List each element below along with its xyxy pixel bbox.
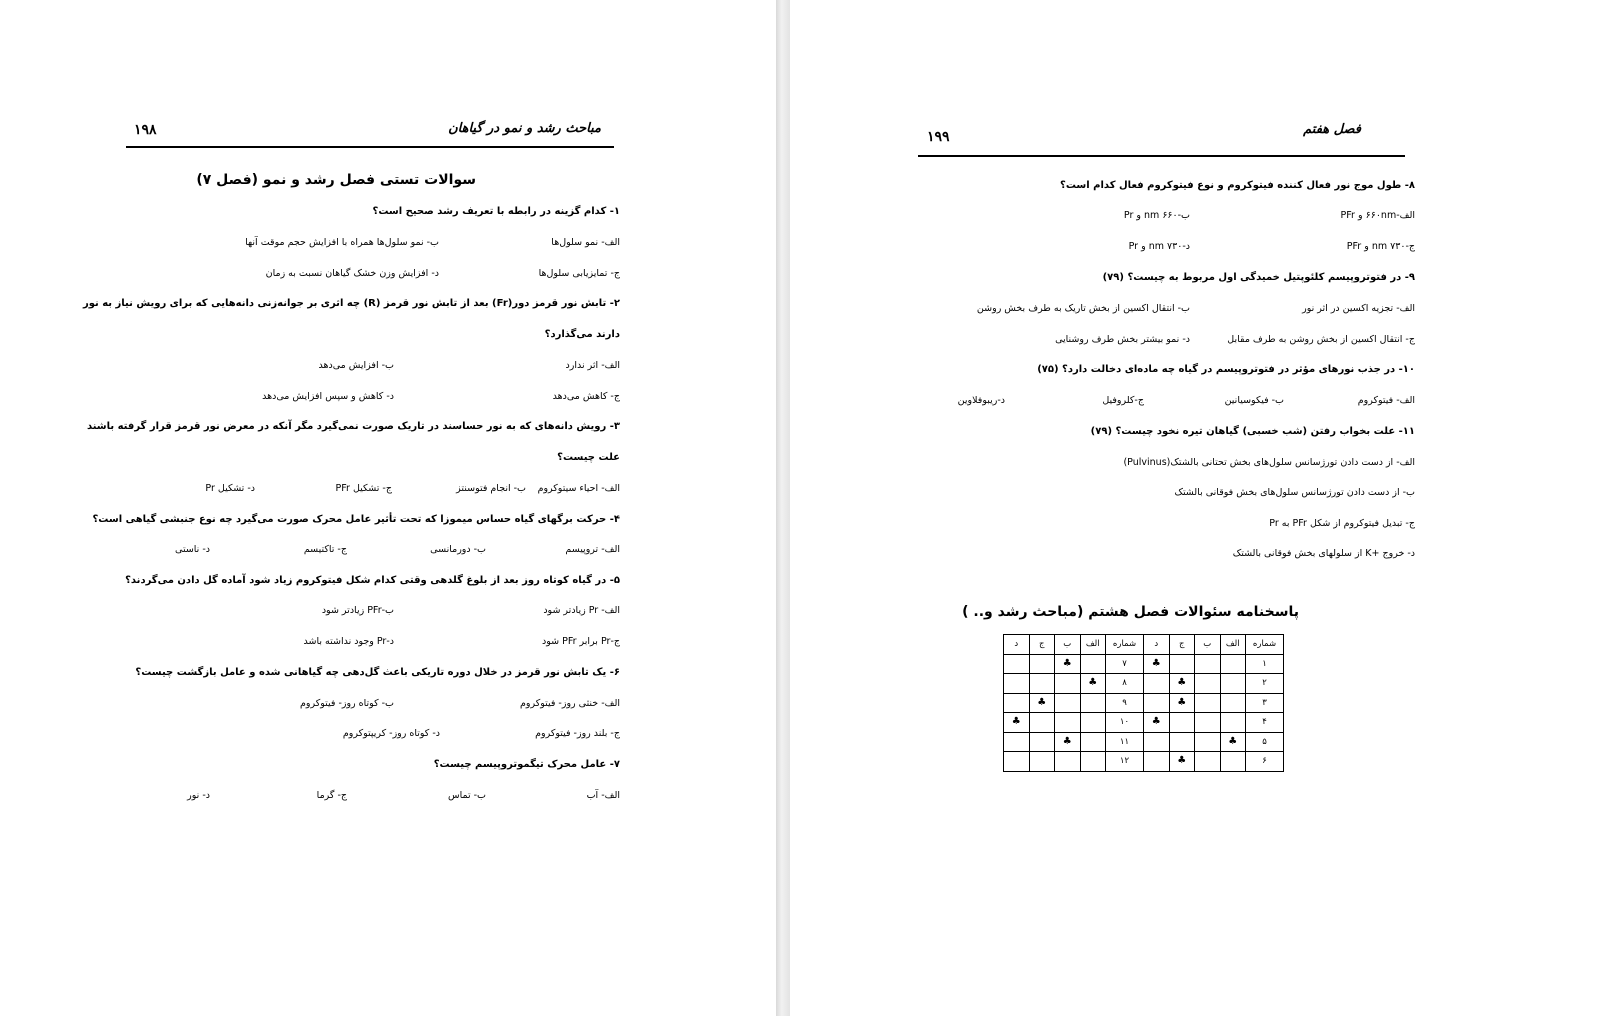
question-9: ۹- در فتوتروپیسم کلئوپتیل خمیدگی اول مربوط به چیست؟ (۷۹) <box>1102 272 1415 283</box>
club-mark-icon: ♣ <box>1177 755 1187 767</box>
header-cell: الف <box>1220 635 1246 655</box>
club-mark-icon: ♣ <box>1151 716 1161 728</box>
club-mark-icon: ♣ <box>1011 716 1021 728</box>
option-8d: د-۷۳۰ nm و Pr <box>1128 241 1190 252</box>
option-4b: ب- دورمانسی <box>430 544 486 555</box>
question-number-cell: ۷ <box>1106 654 1144 674</box>
answer-cell <box>1004 752 1030 772</box>
answer-key-row <box>1004 674 1284 694</box>
answer-cell <box>1004 713 1030 733</box>
answer-key-row <box>1004 654 1284 674</box>
question-2-line2: دارند می‌گذارد؟ <box>544 329 620 340</box>
option-11a: الف- از دست دادن تورژسانس سلول‌های بخش تحتانی بالشتک(Pulvinus) <box>1123 457 1415 468</box>
question-number-cell: ۲ <box>1246 674 1284 694</box>
answer-key-row <box>1004 752 1284 772</box>
question-8: ۸- طول موج نور فعال کننده فیتوکروم و نوع فیتوکروم فعال کدام است؟ <box>1060 180 1415 191</box>
option-11b: ب- از دست دادن تورژسانس سلول‌های بخش فوقانی بالشتک <box>1174 487 1415 498</box>
answer-cell <box>1195 713 1221 733</box>
answer-cell <box>1169 693 1195 713</box>
option-10c: ج-کلروفیل <box>1102 395 1144 406</box>
option-6a: الف- خنثی روز- فیتوکروم <box>520 698 620 709</box>
answer-cell <box>1195 732 1221 752</box>
option-9d: د- نمو بیشتر بخش طرف روشنایی <box>1055 334 1190 345</box>
question-7: ۷- عامل محرک تیگموتروپیسم چیست؟ <box>433 759 620 770</box>
option-5c: ج-Pr برابر PFr شود <box>541 636 620 647</box>
question-number-cell: ۱۲ <box>1106 752 1144 772</box>
option-1a: الف- نمو سلول‌ها <box>551 237 620 248</box>
question-number-cell: ۳ <box>1246 693 1284 713</box>
question-1: ۱- کدام گزینه در رابطه با تعریف رشد صحیح است؟ <box>372 206 620 217</box>
option-8a: الف-۶۶۰nm و PFr <box>1340 210 1415 221</box>
answer-cell <box>1220 732 1246 752</box>
question-6: ۶- یک تابش نور قرمز در خلال دوره تاریکی باعث گل‌دهی چه گیاهانی شده و عامل بازگشت چیست؟ <box>135 667 620 678</box>
answer-cell <box>1195 654 1221 674</box>
club-mark-icon: ♣ <box>1062 735 1072 747</box>
option-9b: ب- انتقال اکسین از بخش تاریک به طرف بخش روشن <box>976 303 1190 314</box>
option-10a: الف- فیتوکروم <box>1357 395 1415 406</box>
answer-cell <box>1055 674 1081 694</box>
header-cell: د <box>1144 635 1170 655</box>
option-7d: د- نور <box>187 790 210 801</box>
page-header-title: مباحث رشد و نمو در گیاهان <box>448 121 601 136</box>
option-5b: ب-PFr زیادتر شود <box>321 605 394 616</box>
club-mark-icon: ♣ <box>1177 696 1187 708</box>
question-number-cell: ۶ <box>1246 752 1284 772</box>
answer-cell <box>1055 693 1081 713</box>
option-11c: ج- تبدیل فیتوکروم از شکل PFr به Pr <box>1269 518 1415 529</box>
answer-key-table <box>1003 634 1284 772</box>
answer-cell <box>1055 732 1081 752</box>
answer-cell <box>1144 674 1170 694</box>
club-mark-icon: ♣ <box>1177 677 1187 689</box>
question-3-line2: علت چیست؟ <box>557 452 620 463</box>
answer-cell <box>1029 713 1055 733</box>
header-cell: د <box>1004 635 1030 655</box>
club-mark-icon: ♣ <box>1037 696 1047 708</box>
header-cell: ب <box>1055 635 1081 655</box>
option-2b: ب- افزایش می‌دهد <box>318 360 394 371</box>
answer-key-title: پاسخنامه سئوالات فصل هشتم (مباحث رشد و.. ) <box>962 604 1299 620</box>
question-number-cell: ۸ <box>1106 674 1144 694</box>
answer-cell <box>1220 654 1246 674</box>
answer-cell <box>1220 693 1246 713</box>
header-cell: ج <box>1029 635 1055 655</box>
option-3c: ج- تشکیل PFr <box>335 483 392 494</box>
question-4: ۴- حرکت برگهای گیاه حساس میموزا که تحت تأثیر عامل محرک صورت می‌گیرد چه نوع جنبشی گیاهی است؟ <box>92 514 620 525</box>
answer-cell <box>1169 732 1195 752</box>
option-1c: ج- تمایزیابی سلول‌ها <box>538 268 620 279</box>
answer-cell <box>1029 654 1055 674</box>
answer-cell <box>1004 674 1030 694</box>
club-mark-icon: ♣ <box>1088 677 1098 689</box>
header-cell: شماره <box>1246 635 1284 655</box>
question-number-cell: ۱ <box>1246 654 1284 674</box>
answer-cell <box>1220 713 1246 733</box>
question-11: ۱۱- علت بخواب رفتن (شب خسبی) گیاهان تیره نخود چیست؟ (۷۹) <box>1090 426 1415 437</box>
option-5a: الف- Pr زیادتر شود <box>543 605 620 616</box>
answer-cell <box>1080 713 1106 733</box>
answer-cell <box>1029 732 1055 752</box>
answer-cell <box>1080 693 1106 713</box>
answer-cell <box>1055 713 1081 733</box>
club-mark-icon: ♣ <box>1151 657 1161 669</box>
option-9c: ج- انتقال اکسین از بخش روشن به طرف مقابل <box>1227 334 1415 345</box>
header-cell: ب <box>1195 635 1221 655</box>
question-5: ۵- در گیاه کوتاه روز بعد از بلوغ گلدهی وقتی کدام شکل فیتوکروم زیاد شود آماده گل دادن می‌گردند؟ <box>125 575 620 586</box>
option-11d: د- خروج +K از سلولهای بخش فوقانی بالشتک <box>1232 548 1415 559</box>
question-number-cell: ۱۱ <box>1106 732 1144 752</box>
option-7a: الف- آب <box>586 790 620 801</box>
question-3: ۳- رویش دانه‌های که به نور حساسند در تاریک صورت نمی‌گیرد مگر آنکه در معرض نور قرمز قرار گرفته باشند <box>86 421 620 432</box>
page-number: ۱۹۹ <box>927 129 950 145</box>
answer-cell <box>1080 752 1106 772</box>
answer-cell <box>1144 654 1170 674</box>
answer-cell <box>1220 752 1246 772</box>
answer-cell <box>1080 732 1106 752</box>
answer-cell <box>1004 732 1030 752</box>
header-cell: ج <box>1169 635 1195 655</box>
option-6b: ب- کوتاه روز- فیتوکروم <box>300 698 394 709</box>
answer-cell <box>1169 654 1195 674</box>
option-7b: ب- تماس <box>447 790 486 801</box>
header-rule <box>918 155 1405 157</box>
option-9a: الف- تجزیه اکسین در اثر نور <box>1302 303 1415 314</box>
answer-cell <box>1144 693 1170 713</box>
option-3b: ب- انجام فتوسنتز <box>456 483 526 494</box>
answer-key-row <box>1004 693 1284 713</box>
answer-cell <box>1195 752 1221 772</box>
answer-key-row <box>1004 713 1284 733</box>
answer-cell <box>1144 713 1170 733</box>
right-page <box>790 0 1600 1016</box>
question-number-cell: ۴ <box>1246 713 1284 733</box>
answer-cell <box>1055 654 1081 674</box>
option-4a: الف- تروپیسم <box>565 544 620 555</box>
option-8b: ب-۶۶۰ nm و Pr <box>1123 210 1190 221</box>
option-6d: د- کوتاه روز- کریپتوکروم <box>342 728 440 739</box>
question-2: ۲- تابش نور قرمز دور(Fr) بعد از تابش نور قرمز (R) چه اثری بر جوانه‌زنی دانه‌هایی که برای رویش نیاز به نور <box>82 298 620 309</box>
answer-cell <box>1220 674 1246 694</box>
option-1d: د- افزایش وزن خشک گیاهان نسبت به زمان <box>265 268 439 279</box>
answer-cell <box>1080 674 1106 694</box>
answer-cell <box>1169 752 1195 772</box>
answer-cell <box>1195 674 1221 694</box>
option-10d: د-ریبوفلاوین <box>957 395 1005 406</box>
answer-key-row <box>1004 732 1284 752</box>
answer-cell <box>1004 654 1030 674</box>
header-cell: الف <box>1080 635 1106 655</box>
answer-cell <box>1055 752 1081 772</box>
answer-cell <box>1029 752 1055 772</box>
question-number-cell: ۹ <box>1106 693 1144 713</box>
club-mark-icon: ♣ <box>1228 735 1238 747</box>
option-8c: ج-۷۳۰ nm و PFr <box>1346 241 1415 252</box>
answer-cell <box>1029 693 1055 713</box>
answer-cell <box>1169 674 1195 694</box>
answer-key-header-row <box>1004 635 1284 655</box>
left-page <box>0 0 776 1016</box>
answer-cell <box>1004 693 1030 713</box>
header-cell: شماره <box>1106 635 1144 655</box>
option-2a: الف- اثر ندارد <box>565 360 620 371</box>
option-4c: ج- تاکتیسم <box>303 544 347 555</box>
answer-cell <box>1195 693 1221 713</box>
answer-cell <box>1080 654 1106 674</box>
header-rule <box>126 146 614 148</box>
club-mark-icon: ♣ <box>1062 657 1072 669</box>
option-1b: ب- نمو سلول‌ها همراه با افزایش حجم موقت آنها <box>245 237 439 248</box>
question-10: ۱۰- در جذب نورهای مؤثر در فتوتروپیسم در گیاه چه ماده‌ای دخالت دارد؟ (۷۵) <box>1037 364 1415 375</box>
option-4d: د- ناستی <box>175 544 210 555</box>
answer-cell <box>1144 752 1170 772</box>
option-10b: ب- فیکوسیانین <box>1224 395 1284 406</box>
option-7c: ج- گرما <box>316 790 347 801</box>
answer-cell <box>1169 713 1195 733</box>
option-3a: الف- احیاء سیتوکروم <box>537 483 620 494</box>
page-header-title: فصل هفتم <box>1303 122 1361 137</box>
option-3d: د- تشکیل Pr <box>205 483 255 494</box>
answer-cell <box>1144 732 1170 752</box>
question-number-cell: ۵ <box>1246 732 1284 752</box>
option-5d: د-Pr وجود نداشته باشد <box>303 636 394 647</box>
answer-cell <box>1029 674 1055 694</box>
question-number-cell: ۱۰ <box>1106 713 1144 733</box>
page-number: ۱۹۸ <box>134 122 157 138</box>
option-2c: ج- کاهش می‌دهد <box>552 391 620 402</box>
section-title: سوالات تستی فصل رشد و نمو (فصل ۷) <box>196 172 476 188</box>
book-gutter <box>776 0 790 1016</box>
option-2d: د- کاهش و سپس افزایش می‌دهد <box>262 391 394 402</box>
option-6c: ج- بلند روز- فیتوکروم <box>535 728 620 739</box>
